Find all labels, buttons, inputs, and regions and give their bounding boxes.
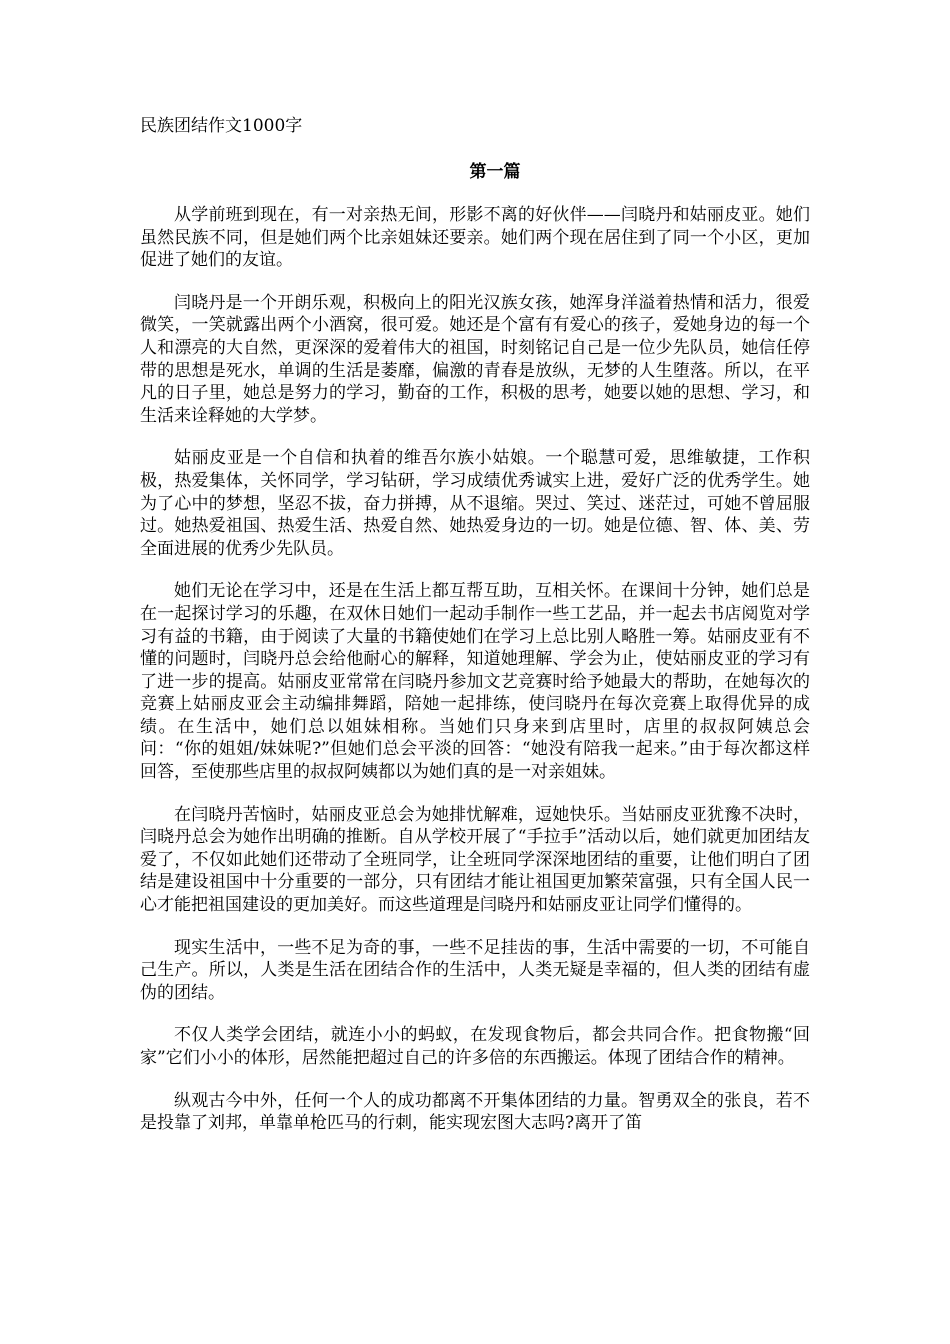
section-heading: 第一篇 <box>469 162 521 182</box>
paragraph: 纵观古今中外，任何一个人的成功都离不开集体团结的力量。智勇双全的张良，若不是投靠了刘邦，单靠单枪匹马的行刺，能实现宏图大志吗?离开了笛 <box>140 1090 810 1134</box>
document-title: 民族团结作文1000字 <box>140 116 303 136</box>
paragraph: 她们无论在学习中，还是在生活上都互帮互助，互相关怀。在课间十分钟，她们总是在一起探讨学习的乐趣，在双休日她们一起动手制作一些工艺品，并一起去书店阅览对学习有益的书籍，由于阅读了大量的书籍使她们在学习上总比别人略胜一筹。姑丽皮亚有不懂的问题时，闫晓丹总会给他耐心的解释，知道她理解、学会为止，使姑丽皮亚的学习有了进一步的提高。姑丽皮亚常常在闫晓丹参加文艺竞赛时给予她最大的帮助，在她每次的竞赛上姑丽皮亚会主动编排舞蹈，陪她一起排练，使闫晓丹在每次竞赛上取得优异的成绩。在生活中，她们总以姐妹相称。当她们只身来到店里时，店里的叔叔阿姨总会问：“你的姐姐/妹妹呢?”但她们总会平淡的回答：“她没有陪我一起来。”由于每次都这样回答，至使那些店里的叔叔阿姨都以为她们真的是一对亲姐妹。 <box>140 581 810 783</box>
paragraph: 姑丽皮亚是一个自信和执着的维吾尔族小姑娘。一个聪慧可爱，思维敏捷，工作积极，热爱集体，关怀同学，学习钻研，学习成绩优秀诚实上进，爱好广泛的优秀学生。她为了心中的梦想，坚忍不拔，奋力拼搏，从不退缩。哭过、笑过、迷茫过，可她不曾屈服过。她热爱祖国、热爱生活、热爱自然、她热爱身边的一切。她是位德、智、体、美、劳全面进展的优秀少先队员。 <box>140 448 810 559</box>
body-text <box>140 204 810 1155</box>
paragraph: 在闫晓丹苦恼时，姑丽皮亚总会为她排忧解难，逗她快乐。当姑丽皮亚犹豫不决时，闫晓丹总会为她作出明确的推断。自从学校开展了“手拉手”活动以后，她们就更加团结友爱了，不仅如此她们还带动了全班同学，让全班同学深深地团结的重要，让他们明白了团结是建设祖国中十分重要的一部分，只有团结才能让祖国更加繁荣富强，只有全国人民一心才能把祖国建设的更加美好。而这些道理是闫晓丹和姑丽皮亚让同学们懂得的。 <box>140 804 810 916</box>
paragraph: 不仅人类学会团结，就连小小的蚂蚁，在发现食物后，都会共同合作。把食物搬“回家”它们小小的体形，居然能把超过自己的许多倍的东西搬运。体现了团结合作的精神。 <box>140 1025 810 1068</box>
paragraph: 闫晓丹是一个开朗乐观，积极向上的阳光汉族女孩，她浑身洋溢着热情和活力，很爱微笑，一笑就露出两个小酒窝，很可爱。她还是个富有有爱心的孩子，爱她身边的每一个人和漂亮的大自然，更深深的爱着伟大的祖国，时刻铭记自己是一位少先队员，她信任停带的思想是死水，单调的生活是萎靡，偏激的青春是放纵，无梦的人生堕落。所以，在平凡的日子里，她总是努力的学习，勤奋的工作，积极的思考，她要以她的思想、学习，和生活来诠释她的大学梦。 <box>140 292 810 426</box>
paragraph: 从学前班到现在，有一对亲热无间，形影不离的好伙伴——闫晓丹和姑丽皮亚。她们虽然民族不同，但是她们两个比亲姐妹还要亲。她们两个现在居住到了同一个小区，更加促进了她们的友谊。 <box>140 205 810 271</box>
paragraph: 现实生活中，一些不足为奇的事，一些不足挂齿的事，生活中需要的一切，不可能自己生产。所以，人类是生活在团结合作的生活中，人类无疑是幸福的，但人类的团结有虚伪的团结。 <box>140 937 810 1003</box>
